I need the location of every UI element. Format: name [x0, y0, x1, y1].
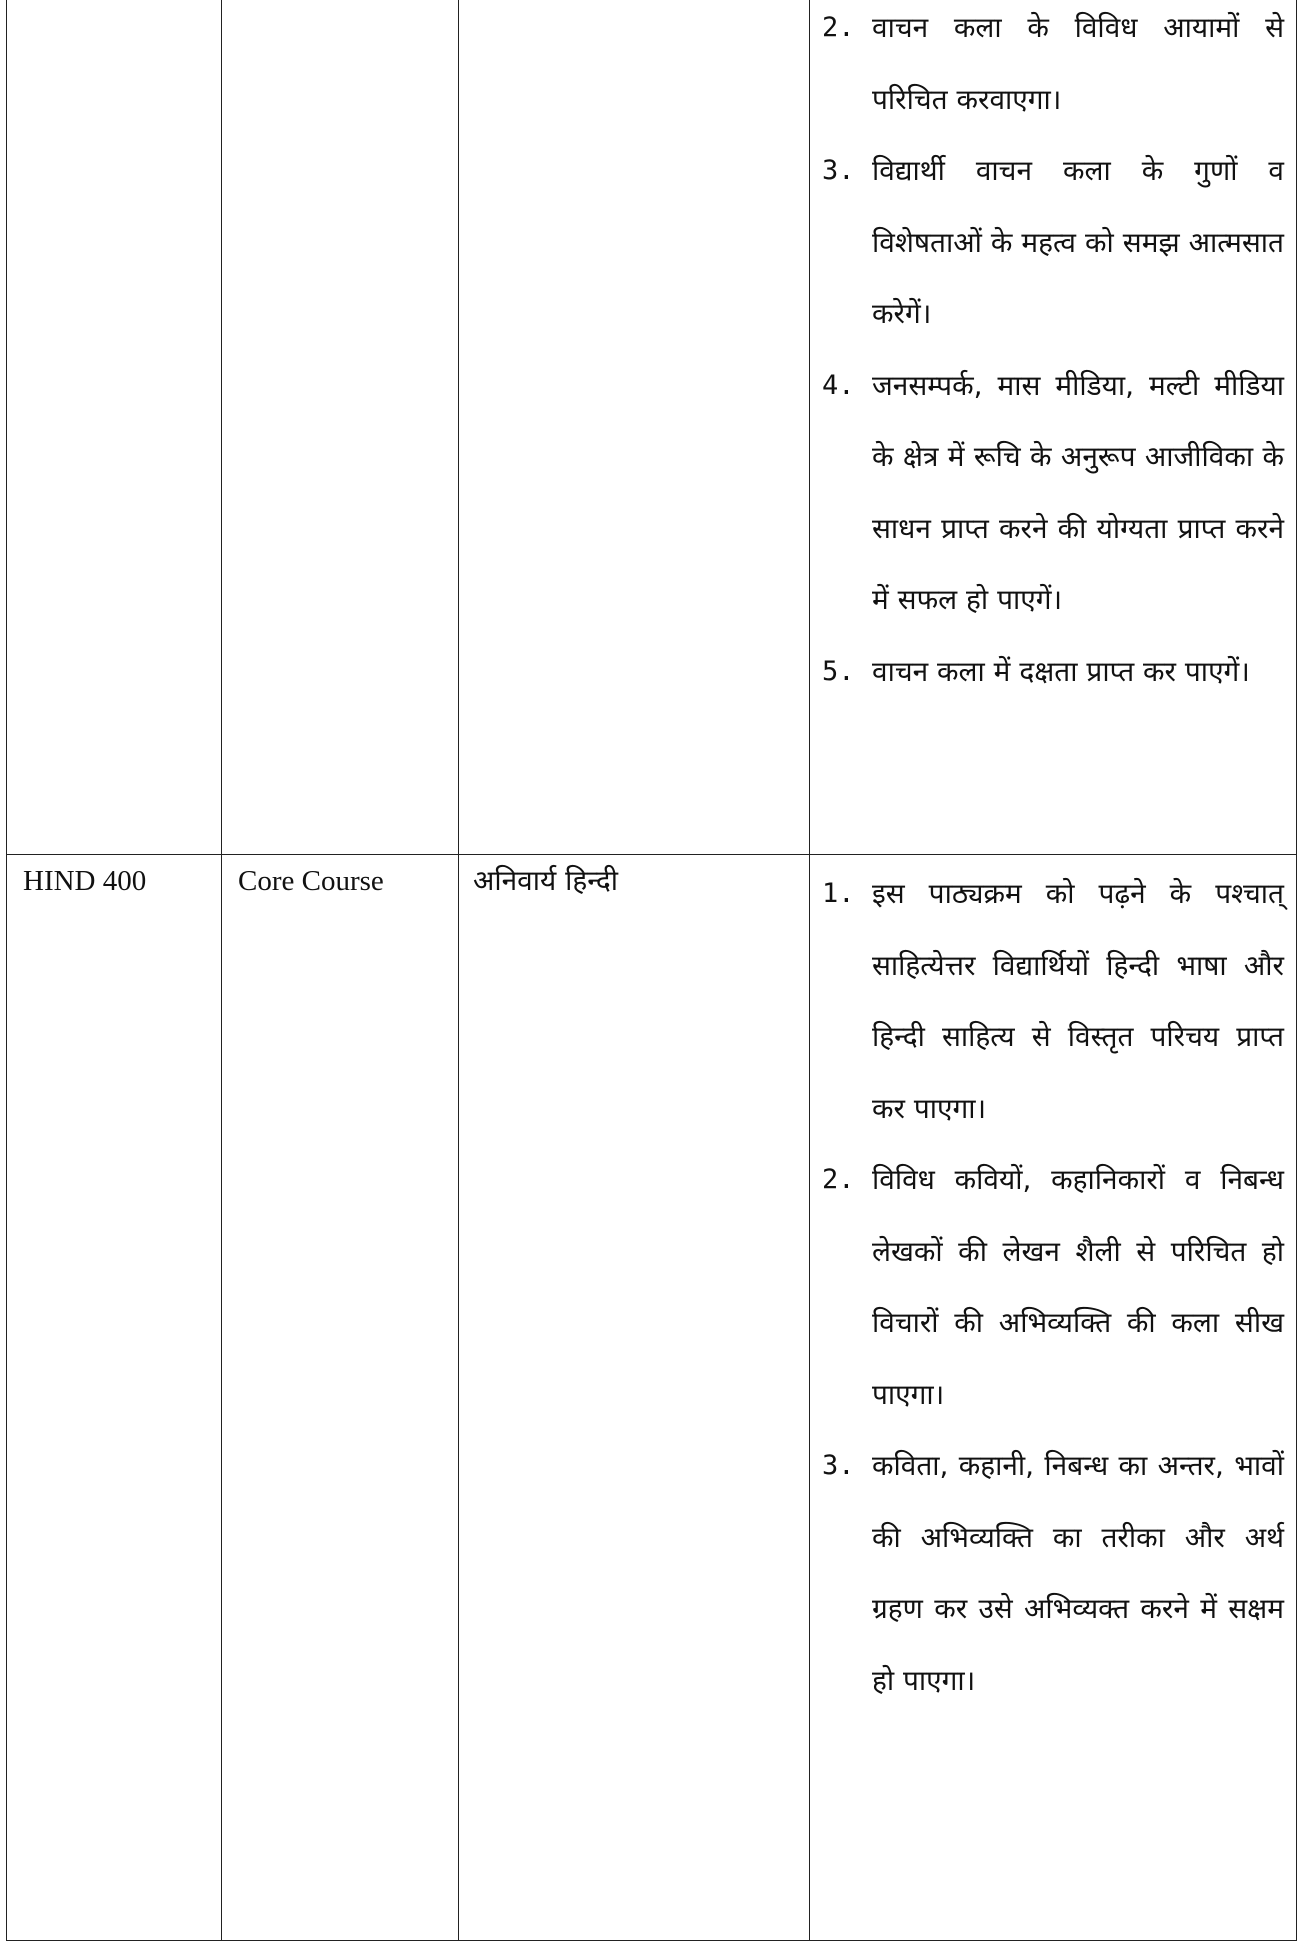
outcome-number: 4. — [822, 369, 855, 401]
outcome-text: विविध कवियों, कहानिकारों व निबन्ध लेखकों की लेखन शैली से परिचित हो विचारों की अभिव्यक्ति की कला सीख पाएगा। — [872, 1163, 1284, 1411]
course-title-cell — [459, 0, 810, 855]
outcome-text: जनसम्पर्क, मास मीडिया, मल्टी मीडिया के क्षेत्र में रूचि के अनुरूप आजीविका के साधन प्राप्त करने की योग्यता प्राप्त करने में सफल हो पाएगें। — [872, 368, 1284, 616]
outcome-text: विद्यार्थी वाचन कला के गुणों व विशेषताओं के महत्व को समझ आत्मसात करेगें। — [872, 154, 1284, 330]
course-type-cell — [222, 855, 459, 1941]
course-type: Core Course — [238, 865, 384, 897]
course-outcomes-cell — [810, 855, 1297, 1941]
outcome-number: 3. — [822, 1450, 855, 1481]
list-item — [822, 636, 1284, 708]
outcome-number: 5. — [822, 655, 855, 687]
course-code-cell — [7, 0, 222, 855]
course-type — [222, 0, 458, 7]
table-row — [7, 855, 1297, 1941]
course-outcomes-table — [6, 0, 1297, 1941]
list-item — [822, 858, 1284, 1144]
outcome-number: 3. — [822, 155, 855, 186]
list-item — [822, 350, 1284, 636]
outcome-list — [810, 0, 1296, 707]
outcome-text: वाचन कला के विविध आयामों से परिचित करवाएगा। — [872, 11, 1284, 116]
course-code — [7, 0, 221, 7]
list-item — [822, 135, 1284, 350]
course-title-cell — [459, 855, 810, 1941]
course-title — [459, 0, 809, 7]
outcome-text: इस पाठ्यक्रम को पढ़ने के पश्चात् साहित्येत्तर विद्यार्थियों हिन्दी भाषा और हिन्दी साहित्य से विस्तृत परिचय प्राप्त कर पाएगा। — [872, 877, 1284, 1125]
list-item — [822, 0, 1284, 135]
list-item — [822, 1144, 1284, 1430]
table-row — [7, 0, 1297, 855]
course-title: अनिवार्य हिन्दी — [473, 864, 619, 897]
outcome-number: 2. — [822, 12, 855, 43]
course-code-cell — [7, 855, 222, 1941]
course-type-cell — [222, 0, 459, 855]
outcome-text: कविता, कहानी, निबन्ध का अन्तर, भावों की अभिव्यक्ति का तरीका और अर्थ ग्रहण कर उसे अभिव्यक्त करने में सक्षम हो पाएगा। — [872, 1449, 1284, 1697]
course-code: HIND 400 — [23, 865, 147, 897]
outcome-number: 2. — [822, 1164, 855, 1195]
outcome-number: 1. — [822, 878, 855, 909]
course-outcomes-cell — [810, 0, 1297, 855]
outcome-list — [810, 858, 1296, 1716]
list-item — [822, 1430, 1284, 1716]
outcome-text: वाचन कला में दक्षता प्राप्त कर पाएगें। — [872, 654, 1250, 688]
